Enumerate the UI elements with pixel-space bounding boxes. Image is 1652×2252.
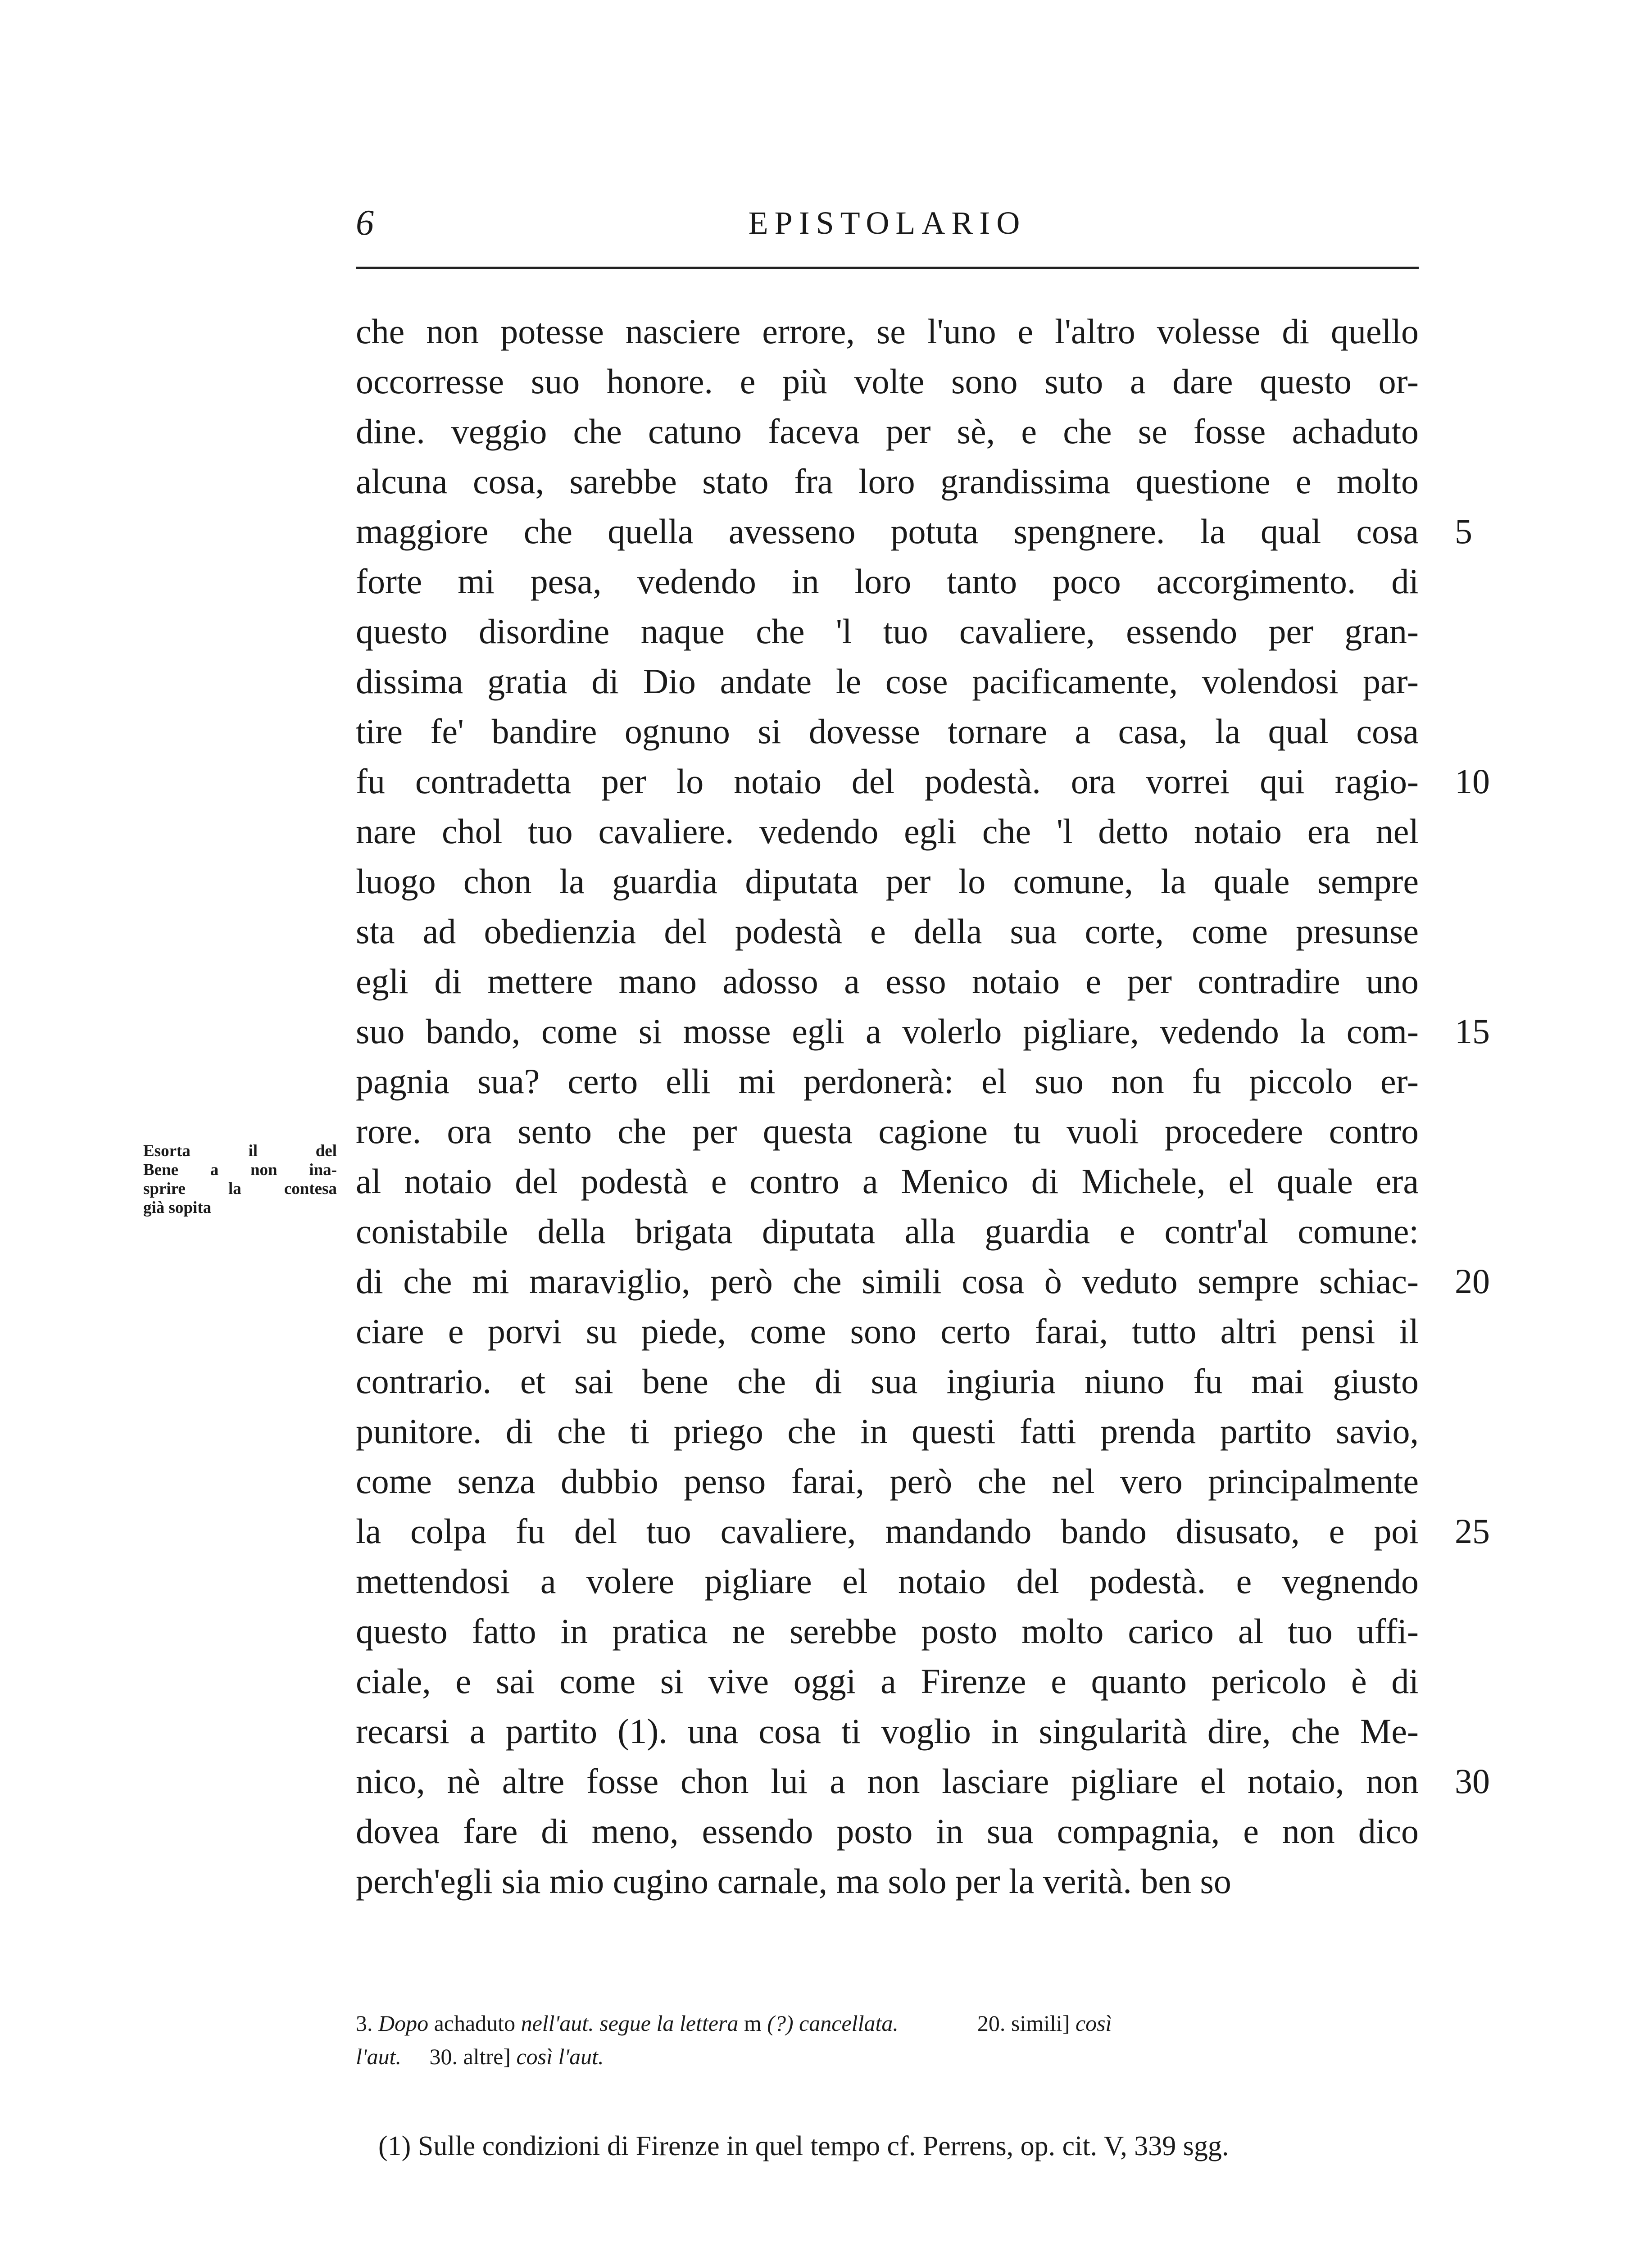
line-text: sta ad obedienzia del podestà e della sua corte, come presunse bbox=[356, 912, 1419, 951]
text-line bbox=[356, 1706, 1419, 1756]
apparatus-ref: 30. altre] bbox=[429, 2044, 511, 2069]
text-line bbox=[356, 1806, 1419, 1856]
line-text: egli di mettere mano adosso a esso notaio e per contradire uno bbox=[356, 962, 1419, 1001]
line-number: 25 bbox=[1455, 1512, 1490, 1551]
line-text: recarsi a partito (1). una cosa ti voglio in singularità dire, che Me- bbox=[356, 1712, 1419, 1751]
text-line bbox=[356, 506, 1472, 556]
apparatus-note: l'aut. bbox=[356, 2044, 401, 2069]
apparatus-note: nell'aut. segue la lettera bbox=[521, 2011, 739, 2036]
text-line bbox=[356, 306, 1419, 356]
line-text: nare chol tuo cavaliere. vedendo egli che 'l detto notaio era nel bbox=[356, 812, 1419, 851]
text-line bbox=[356, 1456, 1419, 1506]
apparatus-note: (?) cancellata. bbox=[767, 2011, 899, 2036]
line-text: nico, nè altre fosse chon lui a non lasciare pigliare el notaio, non bbox=[356, 1762, 1419, 1801]
text-line bbox=[356, 856, 1419, 906]
text-line bbox=[356, 1606, 1419, 1656]
text-line bbox=[356, 1356, 1419, 1406]
text-line bbox=[356, 1156, 1419, 1206]
line-text: forte mi pesa, vedendo in loro tanto poco accorgimento. di bbox=[356, 562, 1419, 601]
line-text: dissima gratia di Dio andate le cose pacificamente, volendosi par- bbox=[356, 662, 1419, 701]
text-line bbox=[356, 1006, 1490, 1056]
line-text: conistabile della brigata diputata alla guardia e contr'al comune: bbox=[356, 1212, 1419, 1251]
line-text: mettendosi a volere pigliare el notaio del podestà. e vegnendo bbox=[356, 1562, 1419, 1601]
marginal-note-line: sprire la contesa bbox=[143, 1180, 337, 1198]
page-number: 6 bbox=[356, 203, 374, 243]
line-text: rore. ora sento che per questa cagione tu vuoli procedere contro bbox=[356, 1112, 1419, 1151]
line-text: dovea fare di meno, essendo posto in sua compagnia, e non dico bbox=[356, 1812, 1419, 1851]
line-text: contrario. et sai bene che di sua ingiuria niuno fu mai giusto bbox=[356, 1362, 1419, 1401]
line-text: occorresse suo honore. e più volte sono suto a dare questo or- bbox=[356, 362, 1419, 401]
marginal-note-line: Esorta il del bbox=[143, 1142, 337, 1160]
line-number: 20 bbox=[1455, 1262, 1490, 1301]
text-line bbox=[356, 706, 1419, 756]
line-text: maggiore che quella avesseno potuta spengnere. la qual cosa bbox=[356, 512, 1419, 551]
line-text: punitore. di che ti priego che in questi fatti prenda partito savio, bbox=[356, 1412, 1419, 1451]
line-number: 30 bbox=[1455, 1762, 1490, 1801]
text-line bbox=[356, 1506, 1490, 1556]
apparatus-note: Dopo bbox=[378, 2011, 429, 2036]
text-line bbox=[356, 406, 1419, 456]
line-text: alcuna cosa, sarebbe stato fra loro grandissima questione e molto bbox=[356, 462, 1419, 501]
text-line bbox=[356, 606, 1419, 656]
line-text: dine. veggio che catuno faceva per sè, e che se fosse achaduto bbox=[356, 412, 1419, 451]
line-text: al notaio del podestà e contro a Menico di Michele, el quale era bbox=[356, 1162, 1419, 1201]
page-header bbox=[356, 198, 1419, 248]
apparatus-note: così l'aut. bbox=[516, 2044, 604, 2069]
text-line bbox=[356, 356, 1419, 406]
line-text: la colpa fu del tuo cavaliere, mandando bando disusato, e poi bbox=[356, 1512, 1419, 1551]
text-line bbox=[356, 1256, 1490, 1306]
text-line bbox=[356, 1306, 1419, 1356]
critical-apparatus bbox=[356, 2007, 1419, 2073]
letter-body bbox=[356, 306, 1490, 1906]
text-line bbox=[356, 1856, 1419, 1906]
text-line bbox=[356, 1206, 1419, 1256]
line-text: ciale, e sai come si vive oggi a Firenze e quanto pericolo è di bbox=[356, 1662, 1419, 1701]
line-text: questo fatto in pratica ne serebbe posto molto carico al tuo uffi- bbox=[356, 1612, 1419, 1651]
line-text: fu contradetta per lo notaio del podestà. ora vorrei qui ragio- bbox=[356, 762, 1419, 801]
text-line bbox=[356, 656, 1419, 706]
line-text: ciare e porvi su piede, come sono certo farai, tutto altri pensi il bbox=[356, 1312, 1419, 1351]
line-text: suo bando, come si mosse egli a volerlo pigliare, vedendo la com- bbox=[356, 1012, 1419, 1051]
text-line bbox=[356, 906, 1419, 956]
line-text: pagnia sua? certo elli mi perdonerà: el suo non fu piccolo er- bbox=[356, 1062, 1419, 1101]
text-line bbox=[356, 956, 1419, 1006]
line-text: perch'egli sia mio cugino carnale, ma solo per la verità. ben so bbox=[356, 1862, 1231, 1901]
header-rule bbox=[356, 267, 1419, 269]
running-title: EPISTOLARIO bbox=[748, 205, 1026, 241]
line-text: questo disordine naque che 'l tuo cavaliere, essendo per gran- bbox=[356, 612, 1419, 651]
text-line bbox=[356, 1756, 1490, 1806]
line-number: 15 bbox=[1455, 1012, 1490, 1051]
text-line bbox=[356, 1656, 1419, 1706]
text-line bbox=[356, 806, 1419, 856]
text-line bbox=[356, 456, 1419, 506]
apparatus-ref: 20. simili] bbox=[977, 2011, 1070, 2036]
apparatus-line bbox=[356, 2040, 1419, 2073]
apparatus-lemma: m bbox=[744, 2011, 762, 2036]
line-text: che non potesse nasciere errore, se l'uno e l'altro volesse di quello bbox=[356, 312, 1419, 351]
line-text: di che mi maraviglio, però che simili cosa ò veduto sempre schiac- bbox=[356, 1262, 1419, 1301]
apparatus-lemma: achaduto bbox=[434, 2011, 516, 2036]
marginal-note-line: già sopita bbox=[143, 1199, 212, 1217]
marginal-note bbox=[143, 1142, 337, 1217]
apparatus-ref: 3. bbox=[356, 2011, 373, 2036]
marginal-note-line: Bene a non ina- bbox=[143, 1161, 337, 1179]
text-line bbox=[356, 1106, 1419, 1156]
line-number: 5 bbox=[1455, 512, 1472, 551]
text-line bbox=[356, 556, 1419, 606]
footnote: (1) Sulle condizioni di Firenze in quel tempo cf. Perrens, op. cit. V, 339 sgg. bbox=[378, 2131, 1229, 2161]
apparatus-note: così bbox=[1075, 2011, 1112, 2036]
text-line bbox=[356, 1056, 1419, 1106]
text-line bbox=[356, 1556, 1419, 1606]
line-text: tire fe' bandire ognuno si dovesse tornare a casa, la qual cosa bbox=[356, 712, 1419, 751]
line-number: 10 bbox=[1455, 762, 1490, 801]
line-text: come senza dubbio penso farai, però che nel vero principalmente bbox=[356, 1462, 1419, 1501]
apparatus-line bbox=[356, 2007, 1419, 2040]
text-line bbox=[356, 1406, 1419, 1456]
text-line bbox=[356, 756, 1490, 806]
line-text: luogo chon la guardia diputata per lo comune, la quale sempre bbox=[356, 862, 1419, 901]
